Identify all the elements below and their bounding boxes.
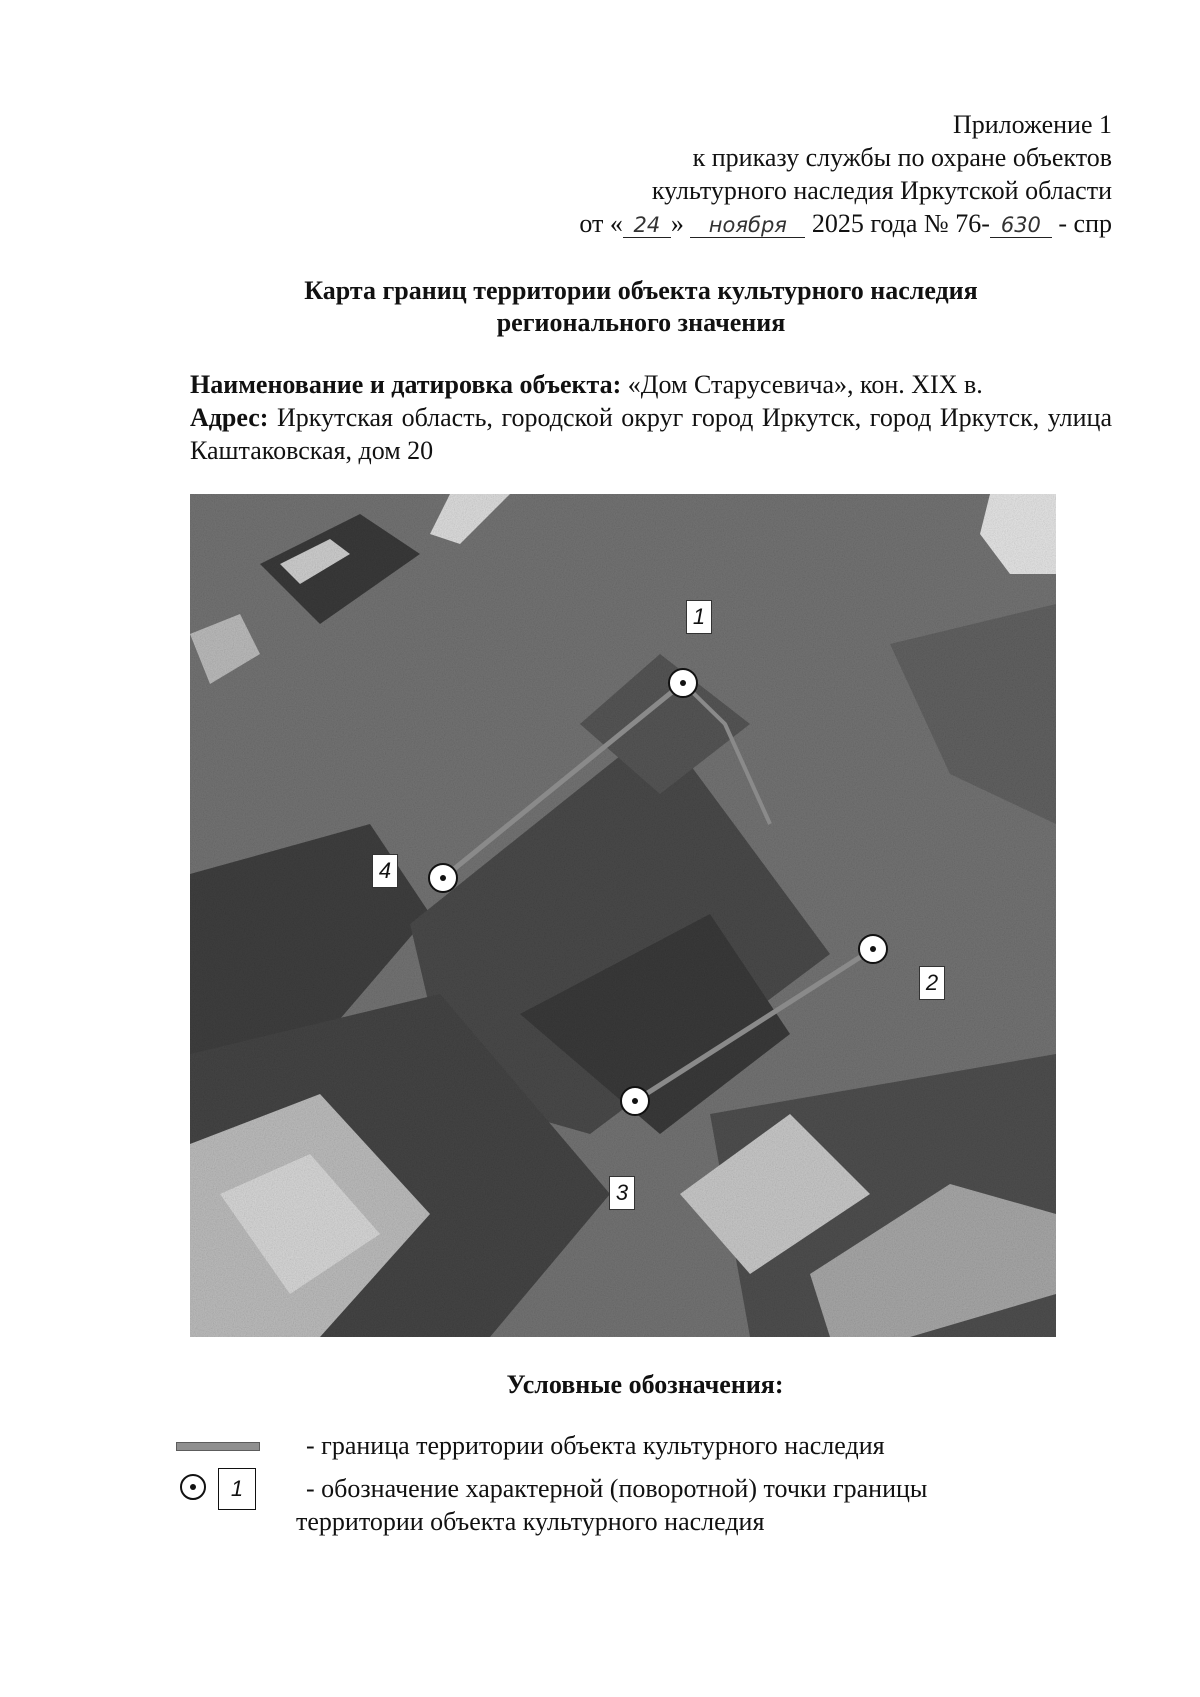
handwritten-order-number: 630	[990, 213, 1052, 238]
legend-title: Условные обозначения:	[506, 1370, 784, 1399]
appendix-header	[472, 108, 1112, 240]
title-line-1: Карта границ территории объекта культурного наследия	[304, 276, 978, 305]
boundary-point-3	[621, 1087, 649, 1115]
legend-point-text-1: - обозначение характерной (поворотной) точки границы	[306, 1474, 928, 1503]
object-address-row	[190, 401, 1112, 467]
appendix-line-3: культурного наследия Иркутской области	[651, 176, 1112, 205]
legend-boundary-text: - граница территории объекта культурного наследия	[306, 1431, 885, 1460]
legend-point-text-2: территории объекта культурного наследия	[296, 1507, 765, 1536]
point-label-1: 1	[686, 600, 712, 634]
title-line-2: регионального значения	[496, 308, 786, 337]
aerial-map	[190, 494, 1056, 1337]
point-label-2: 2	[919, 966, 945, 1000]
legend-point-number: 1	[218, 1468, 256, 1510]
legend-point-icon	[180, 1474, 206, 1500]
object-address-label: Адрес:	[190, 403, 269, 432]
order-suffix: - спр	[1058, 209, 1112, 238]
aerial-photo	[190, 494, 1056, 1337]
object-info	[190, 368, 1112, 467]
terrain	[190, 494, 1056, 1337]
appendix-number: Приложение 1	[952, 110, 1112, 139]
boundary-point-4	[429, 864, 457, 892]
handwritten-order-day: 24	[623, 213, 671, 238]
boundary-point-1	[669, 669, 697, 697]
point-label-3: 3	[609, 1176, 635, 1210]
document-title	[170, 275, 1112, 339]
object-name-row	[190, 368, 1112, 401]
order-line: от « 24 » ноября 2025 года № 76- 630 - спр	[579, 209, 1112, 238]
appendix-line-2: к приказу службы по охране объектов	[692, 143, 1112, 172]
point-label-4: 4	[372, 854, 398, 888]
object-address-value: Иркутская область, городской округ город Иркутск, город Иркутск, улица Каштаковская, дом 20	[190, 403, 1113, 465]
object-name-label: Наименование и датировка объекта:	[190, 370, 622, 399]
boundary-point-2	[859, 935, 887, 963]
legend-boundary-sample	[176, 1442, 260, 1451]
object-name-value: «Дом Старусевича», кон. XIX в.	[627, 370, 983, 399]
order-year: 2025 года № 76-	[811, 209, 990, 238]
handwritten-order-month: ноября	[690, 213, 805, 238]
